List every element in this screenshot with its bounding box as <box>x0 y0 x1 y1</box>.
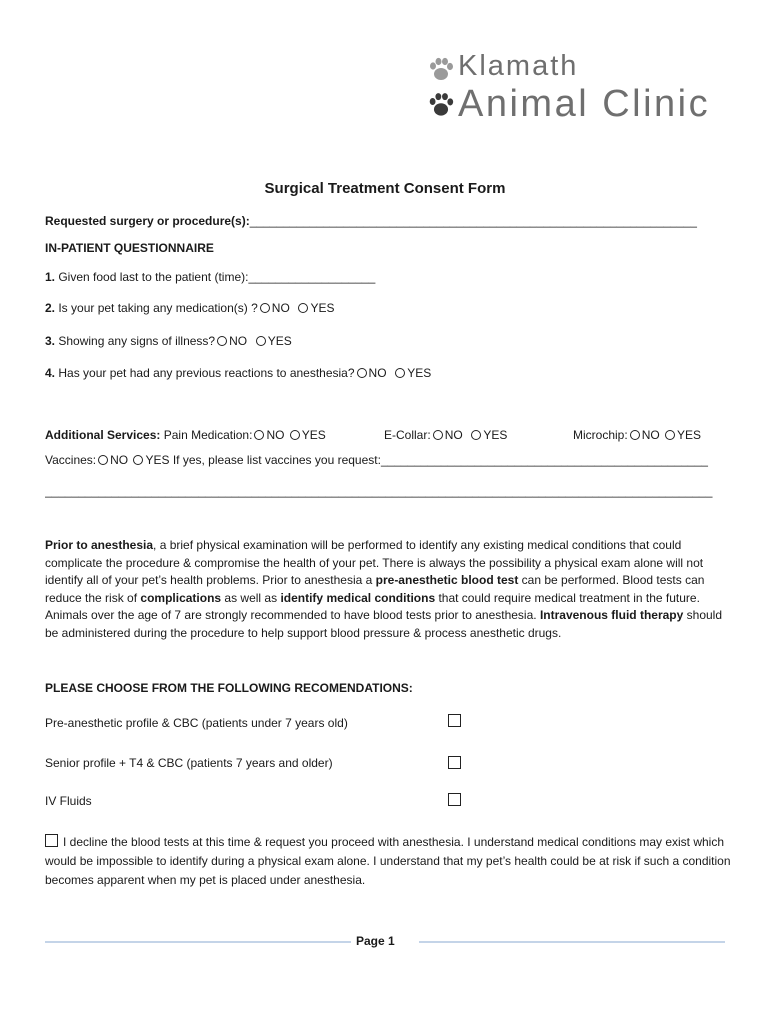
pain-medication-label: Pain Medication: <box>163 428 253 442</box>
paw-icon <box>424 52 458 86</box>
ecollar-label: E-Collar: <box>384 428 431 442</box>
form-title: Surgical Treatment Consent Form <box>264 180 506 197</box>
decline-blood-tests-text: I decline the blood tests at this time & request you proceed with anesthesia. I understand medical conditions may exist which would be impossible to identify during a physical exam alone. I understand that my pet’s health could be at risk if such a condition becomes apparent when my pet is placed under anesthesia. <box>45 835 731 887</box>
option-pre-anesthetic-checkbox[interactable] <box>448 714 461 727</box>
additional-services-ecollar <box>384 428 507 442</box>
illness-no-radio[interactable] <box>217 336 227 346</box>
radio-label-no: NO <box>266 428 285 442</box>
question-2 <box>45 301 334 315</box>
question-4 <box>45 366 431 380</box>
option-senior-profile-label: Senior profile + T4 & CBC (patients 7 years and older) <box>45 756 333 770</box>
radio-label-no: NO <box>229 334 248 348</box>
microchip-yes-radio[interactable] <box>665 430 675 440</box>
clinic-logo <box>418 50 728 128</box>
footer-divider-right <box>419 941 725 943</box>
radio-label-yes: YES <box>267 334 292 348</box>
logo-text-klamath: Klamath <box>458 50 579 82</box>
medication-yes-radio[interactable] <box>298 303 308 313</box>
radio-label-no: NO <box>368 366 387 380</box>
additional-services-label: Additional Services: <box>45 428 161 442</box>
option-pre-anesthetic-label: Pre-anesthetic profile & CBC (patients under 7 years old) <box>45 716 348 730</box>
question-1 <box>45 270 375 284</box>
additional-services-microchip <box>573 428 701 442</box>
radio-label-no: NO <box>641 428 660 442</box>
pain-yes-radio[interactable] <box>290 430 300 440</box>
ecollar-no-radio[interactable] <box>433 430 443 440</box>
requested-procedure-row <box>45 214 697 228</box>
paragraph-text: , a brief physical examination will be performed to identify any existing medical conditions that could complicate the procedure & compromise the health of your pet. There is always the possibility a physical exam alone will not identify all of your pet’s health problems. Prior to anesthesia a <box>45 538 704 587</box>
radio-label-yes: YES <box>145 453 170 467</box>
food-time-field[interactable]: ___________________ <box>248 270 376 284</box>
radio-label-yes: YES <box>677 428 702 442</box>
anesthesia-info-paragraph <box>45 537 735 642</box>
option-iv-fluids-label: IV Fluids <box>45 794 92 808</box>
bold-text: identify medical conditions <box>280 590 436 605</box>
page-number: Page 1 <box>356 934 395 948</box>
question-text: Is your pet taking any medication(s) ? <box>55 301 258 315</box>
bold-text: Intravenous fluid therapy <box>539 608 684 622</box>
option-iv-fluids-checkbox[interactable] <box>448 793 461 806</box>
paragraph-text: as well as <box>221 590 281 605</box>
medication-no-radio[interactable] <box>260 303 270 313</box>
question-number: 2. <box>45 301 56 315</box>
pain-no-radio[interactable] <box>254 430 264 440</box>
vaccines-extra-field[interactable]: ____________________________________________________________________________________________________ <box>45 484 713 498</box>
radio-label-no: NO <box>110 453 129 467</box>
paragraph-text: should be administered during the procedure to help support blood pressure & process anesthetic drugs. <box>45 608 723 640</box>
vaccines-list-field[interactable]: _________________________________________________ <box>380 453 708 467</box>
vaccines-yes-radio[interactable] <box>133 455 143 465</box>
paragraph-text: that could require medical treatment in the future. Animals over the age of 7 are strongly recommended to have blood tests prior to anesthesia. <box>45 590 700 622</box>
bold-text: pre-anesthetic blood test <box>375 573 519 587</box>
paw-icon <box>426 90 456 120</box>
requested-procedure-label: Requested surgery or procedure(s): <box>45 214 250 228</box>
vaccines-note: If yes, please list vaccines you request: <box>169 453 381 467</box>
vaccines-label: Vaccines: <box>45 453 97 467</box>
question-number: 4. <box>45 366 56 380</box>
microchip-no-radio[interactable] <box>630 430 640 440</box>
reaction-no-radio[interactable] <box>357 368 367 378</box>
reaction-yes-radio[interactable] <box>395 368 405 378</box>
question-text: Has your pet had any previous reactions to anesthesia? <box>55 366 355 380</box>
vaccines-no-radio[interactable] <box>98 455 108 465</box>
radio-label-yes: YES <box>407 366 432 380</box>
vaccines-row <box>45 453 708 467</box>
question-number: 1. <box>45 270 56 284</box>
question-text: Showing any signs of illness? <box>55 334 216 348</box>
logo-text-animal-clinic: Animal Clinic <box>458 83 711 125</box>
additional-services-pain <box>45 428 326 442</box>
radio-label-no: NO <box>444 428 463 442</box>
radio-label-yes: YES <box>301 428 326 442</box>
question-3 <box>45 334 292 348</box>
footer-divider-left <box>45 941 351 943</box>
ecollar-yes-radio[interactable] <box>471 430 481 440</box>
illness-yes-radio[interactable] <box>256 336 266 346</box>
bold-text: Prior to anesthesia <box>45 538 154 552</box>
question-text: Given food last to the patient (time): <box>55 270 249 284</box>
radio-label-yes: YES <box>483 428 508 442</box>
option-senior-profile-checkbox[interactable] <box>448 756 461 769</box>
radio-label-yes: YES <box>310 301 335 315</box>
radio-label-no: NO <box>271 301 290 315</box>
bold-text: complications <box>140 590 222 605</box>
inpatient-heading: IN-PATIENT QUESTIONNAIRE <box>45 241 214 255</box>
microchip-label: Microchip: <box>573 428 628 442</box>
paragraph-text: can be performed. Blood tests can reduce the risk of <box>45 573 705 605</box>
question-number: 3. <box>45 334 56 348</box>
requested-procedure-field[interactable]: ___________________________________________________________________ <box>249 214 697 228</box>
recommendations-heading: PLEASE CHOOSE FROM THE FOLLOWING RECOMENDATIONS: <box>45 681 413 695</box>
